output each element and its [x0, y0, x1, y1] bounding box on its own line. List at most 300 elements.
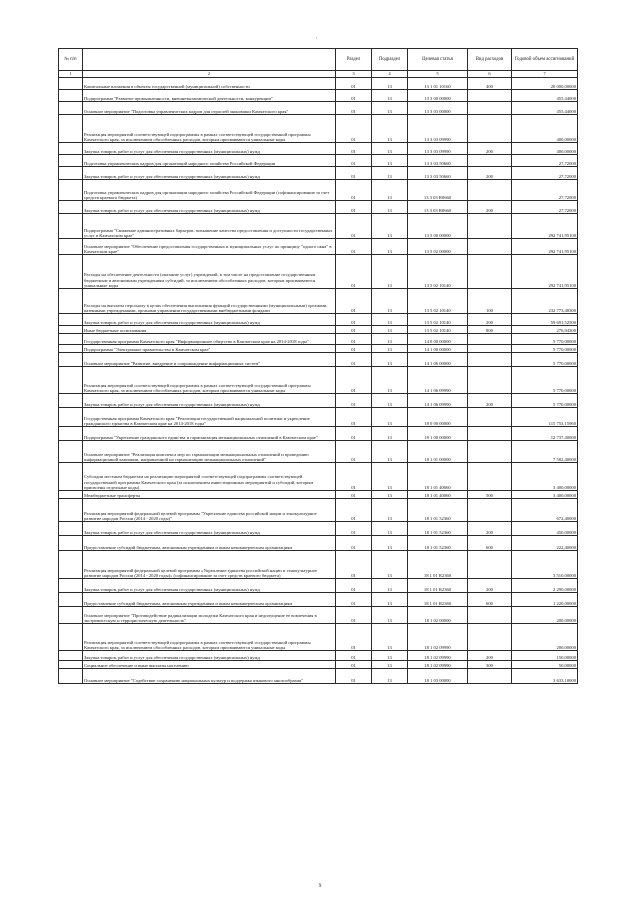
cell-num [59, 408, 83, 427]
cell-amount: 59 691,52500 [512, 314, 578, 326]
cell-type: 500 [468, 491, 512, 499]
cell-target: 14 1 06 09990 [408, 394, 468, 408]
cell-section: 01 [336, 669, 372, 684]
cell-name: Подготовка управленческих кадров для организации народного хозяйства Российской Федерации (софинансирование за счет средств краевого бюджета) [83, 180, 336, 201]
cell-subsection: 13 [372, 143, 408, 155]
table-row [59, 522, 578, 536]
cell-type: 200 [468, 201, 512, 214]
cell-num [59, 427, 83, 441]
column-number: 4 [372, 71, 408, 78]
table-row [59, 491, 578, 499]
cell-subsection: 13 [372, 661, 408, 669]
cell-section: 01 [336, 102, 372, 115]
cell-subsection: 13 [372, 334, 408, 345]
table-row [59, 651, 578, 661]
column-number: 7 [512, 71, 578, 78]
cell-section: 01 [336, 463, 372, 491]
cell-amount: 455,44000 [512, 90, 578, 102]
cell-section: 01 [336, 345, 372, 353]
cell-num [59, 441, 83, 463]
cell-name: Закупка товаров, работ и услуг для обеспечения государственных (муниципальных) нужд [83, 143, 336, 155]
cell-target: 14 0 00 00000 [408, 334, 468, 345]
cell-section: 01 [336, 239, 372, 255]
cell-subsection: 13 [372, 155, 408, 167]
cell-name: Субсидии местным бюджетам на реализацию мероприятий соответствующей подпрограммы соответствующей государственной программы Камчатского края (за исключением инвестиционных мероприятий и субсидий, которым присвоены отдельные коды) [83, 463, 336, 491]
cell-section: 01 [336, 90, 372, 102]
cell-amount: 115 753,15960 [512, 408, 578, 427]
cell-target: 13 5 02 10140 [408, 326, 468, 334]
header-row [59, 49, 578, 71]
cell-target: 13 5 02 10140 [408, 289, 468, 314]
cell-num [59, 326, 83, 334]
cell-section: 01 [336, 441, 372, 463]
cell-target: 18 1 02 09990 [408, 651, 468, 661]
table-row [59, 180, 578, 201]
cell-num [59, 115, 83, 143]
cell-amount: 50,00000 [512, 661, 578, 669]
cell-num [59, 499, 83, 522]
cell-section: 01 [336, 180, 372, 201]
cell-subsection: 13 [372, 289, 408, 314]
cell-type: 400 [468, 78, 512, 90]
cell-name: Закупка товаров, работ и услуг для обеспечения государственных (муниципальных) нужд [83, 201, 336, 214]
cell-type: 100 [468, 289, 512, 314]
cell-target: 18 1 01 40060 [408, 491, 468, 499]
col-type-header: Вид расходов [468, 49, 512, 71]
cell-type [468, 624, 512, 651]
col-amount-header: Годовой объем ассигнований [512, 49, 578, 71]
table-row [59, 102, 578, 115]
cell-subsection: 13 [372, 367, 408, 394]
cell-subsection: 13 [372, 201, 408, 214]
cell-amount: 2 290,00000 [512, 579, 578, 593]
cell-section: 01 [336, 353, 372, 367]
cell-num [59, 155, 83, 167]
cell-amount: 1 220,00000 [512, 593, 578, 607]
cell-subsection: 13 [372, 593, 408, 607]
cell-num [59, 463, 83, 491]
cell-name: Реализация мероприятий соответствующей подпрограммы в рамках соответствующей государственной программы Камчатского края, за исключением обособленных расходов, которым присваиваются уникальные коды [83, 367, 336, 394]
table-row [59, 345, 578, 353]
cell-target: 18 1 02 00000 [408, 607, 468, 624]
cell-num [59, 661, 83, 669]
cell-name: Расходы на обеспечение деятельности (оказание услуг) учреждений, в том числе на предоставление государственным бюджетным и автономным учреждениям субсидий, за исключением обособленных расходов, которым присваиваются уникальные коды [83, 255, 336, 289]
cell-type: 200 [468, 394, 512, 408]
cell-name: Подпрограмма "Укрепление гражданского единства и гармонизация межнациональных отношений в Камчатском крае" [83, 427, 336, 441]
table-row [59, 314, 578, 326]
table-row [59, 255, 578, 289]
cell-section: 01 [336, 491, 372, 499]
table-row [59, 427, 578, 441]
page-number: 9 [318, 883, 322, 889]
cell-subsection: 13 [372, 214, 408, 239]
table-row [59, 579, 578, 593]
table-row [59, 90, 578, 102]
table-row [59, 593, 578, 607]
cell-type [468, 353, 512, 367]
cell-amount: 12 737,40000 [512, 427, 578, 441]
cell-num [59, 214, 83, 239]
cell-num [59, 522, 83, 536]
cell-target: 13 5 02 00000 [408, 239, 468, 255]
col-target-header: Целевая статья [408, 49, 468, 71]
cell-subsection: 13 [372, 669, 408, 684]
cell-subsection: 13 [372, 102, 408, 115]
cell-type [468, 463, 512, 491]
cell-name: Реализация мероприятий соответствующей подпрограммы в рамках соответствующей государственной программы Камчатского края, за исключением обособленных расходов, которым присваиваются уникальные коды [83, 624, 336, 651]
cell-target: 18 1 01 R2360 [408, 551, 468, 579]
cell-subsection: 13 [372, 551, 408, 579]
table-row [59, 669, 578, 684]
cell-target: 14 1 00 00000 [408, 345, 468, 353]
cell-section: 01 [336, 579, 372, 593]
cell-name: Реализация мероприятий федеральной целевой программы «Укрепление единства российской нации и этнокультурное развитие народов России (2014 - 2020 годы)» (софинансирование за счет средств краевого бюджета) [83, 551, 336, 579]
cell-target: 18 0 00 00000 [408, 408, 468, 427]
cell-amount: 672,40000 [512, 499, 578, 522]
cell-subsection: 13 [372, 499, 408, 522]
cell-name: Подпрограмма "Снижение административных барьеров, повышение качества предоставления и доступности государственных услуг в Камчатском крае" [83, 214, 336, 239]
cell-type [468, 441, 512, 463]
cell-amount: 3 400,00000 [512, 491, 578, 499]
cell-subsection: 13 [372, 326, 408, 334]
cell-section: 01 [336, 551, 372, 579]
cell-target: 18 1 01 00000 [408, 441, 468, 463]
cell-amount: 27,72000 [512, 180, 578, 201]
cell-subsection: 13 [372, 90, 408, 102]
cell-num [59, 289, 83, 314]
col-subsection-header: Подраздел [372, 49, 408, 71]
cell-section: 01 [336, 661, 372, 669]
cell-amount: 3 510,00000 [512, 551, 578, 579]
cell-num [59, 345, 83, 353]
cell-amount: 292 741,95100 [512, 239, 578, 255]
cell-name: Предоставление субсидий бюджетным, автономным учреждениям и иным некоммерческим организациям [83, 593, 336, 607]
cell-name: Государственная программа Камчатского края "Реализация государственной национальной политики и укрепление гражданского единства в Камчатском крае на 2014-2018 годы" [83, 408, 336, 427]
cell-name: Основное мероприятие "Подготовка управленческих кадров для отраслей экономики Камчатского края" [83, 102, 336, 115]
cell-type [468, 102, 512, 115]
cell-amount: 7 582,40000 [512, 441, 578, 463]
cell-name: Реализация мероприятий соответствующей подпрограммы в рамках соответствующей государственной программы Камчатского края, за исключением обособленных расходов, которым присваиваются уникальные коды [83, 115, 336, 143]
cell-section: 01 [336, 115, 372, 143]
cell-type: 200 [468, 522, 512, 536]
cell-num [59, 669, 83, 684]
col-name-header [83, 49, 336, 71]
cell-target: 13 3 03 50660 [408, 155, 468, 167]
cell-num [59, 353, 83, 367]
cell-section: 01 [336, 427, 372, 441]
budget-table [58, 48, 578, 684]
cell-amount: 200,00000 [512, 607, 578, 624]
cell-section: 01 [336, 408, 372, 427]
cell-subsection: 13 [372, 624, 408, 651]
cell-num [59, 579, 83, 593]
cell-subsection: 13 [372, 255, 408, 289]
cell-section: 01 [336, 536, 372, 551]
cell-target: 13 3 03 09990 [408, 115, 468, 143]
table-row [59, 408, 578, 427]
cell-name: Подпрограмма "Электронное правительство в Камчатском крае" [83, 345, 336, 353]
cell-name: Капитальные вложения в объекты государственной (муниципальной) собственности [83, 78, 336, 90]
cell-num [59, 334, 83, 345]
cell-target: 13 5 02 10140 [408, 314, 468, 326]
cell-subsection: 13 [372, 167, 408, 180]
cell-section: 01 [336, 334, 372, 345]
cell-section: 01 [336, 289, 372, 314]
cell-subsection: 13 [372, 180, 408, 201]
cell-num [59, 314, 83, 326]
cell-amount: 222,40000 [512, 536, 578, 551]
cell-num [59, 90, 83, 102]
cell-type: 200 [468, 143, 512, 155]
cell-name: Закупка товаров, работ и услуг для обеспечения государственных (муниципальных) нужд [83, 394, 336, 408]
cell-type: 200 [468, 314, 512, 326]
table-row [59, 551, 578, 579]
cell-subsection: 13 [372, 441, 408, 463]
cell-name: Основное мероприятие "Содействие сохранению национальных культур и поддержка языкового многообразия" [83, 669, 336, 684]
cell-subsection: 13 [372, 345, 408, 353]
cell-section: 01 [336, 593, 372, 607]
table-row [59, 394, 578, 408]
cell-target: 18 1 01 52360 [408, 522, 468, 536]
cell-name: Социальное обеспечение и иные выплаты населению [83, 661, 336, 669]
cell-name: Иные бюджетные ассигнования [83, 326, 336, 334]
cell-num [59, 201, 83, 214]
cell-amount: 450,00000 [512, 522, 578, 536]
cell-subsection: 13 [372, 239, 408, 255]
cell-section: 01 [336, 255, 372, 289]
cell-amount: 5 770,00000 [512, 353, 578, 367]
cell-target: 18 1 01 R2360 [408, 593, 468, 607]
cell-target: 18 1 01 52360 [408, 536, 468, 551]
cell-type [468, 551, 512, 579]
cell-subsection: 13 [372, 463, 408, 491]
table-row [59, 624, 578, 651]
cell-section: 01 [336, 143, 372, 155]
cell-amount: 150,00000 [512, 651, 578, 661]
cell-section: 01 [336, 78, 372, 90]
table-row [59, 326, 578, 334]
cell-subsection: 13 [372, 522, 408, 536]
cell-subsection: 13 [372, 536, 408, 551]
cell-type [468, 669, 512, 684]
cell-type [468, 367, 512, 394]
cell-num [59, 239, 83, 255]
table-row [59, 167, 578, 180]
cell-target: 13 5 02 10140 [408, 255, 468, 289]
cell-type [468, 408, 512, 427]
cell-num [59, 367, 83, 394]
cell-type [468, 427, 512, 441]
cell-num [59, 255, 83, 289]
cell-amount: 27,72000 [512, 201, 578, 214]
table-row [59, 607, 578, 624]
cell-section: 01 [336, 155, 372, 167]
cell-name: Реализация мероприятий федеральной целевой программы "Укрепление единства российской нации и этнокультурное развитие народов России (2014 - 2020 годы)" [83, 499, 336, 522]
cell-subsection: 13 [372, 491, 408, 499]
cell-type: 600 [468, 536, 512, 551]
table-row [59, 536, 578, 551]
cell-num [59, 180, 83, 201]
table-row [59, 239, 578, 255]
cell-target: 13 3 03 R0660 [408, 201, 468, 214]
cell-amount: 232 773,48300 [512, 289, 578, 314]
table-row [59, 334, 578, 345]
cell-target: 14 1 06 00000 [408, 353, 468, 367]
cell-amount: 27,72000 [512, 155, 578, 167]
table-row [59, 78, 578, 90]
cell-target: 14 1 06 09990 [408, 367, 468, 394]
cell-target: 13 3 00 00000 [408, 90, 468, 102]
cell-amount: 292 741,95100 [512, 255, 578, 289]
cell-type: 200 [468, 579, 512, 593]
cell-num [59, 593, 83, 607]
cell-num [59, 167, 83, 180]
cell-section: 01 [336, 522, 372, 536]
cell-section: 01 [336, 499, 372, 522]
column-number-row [59, 71, 578, 78]
cell-target: 18 1 01 40060 [408, 463, 468, 491]
cell-type [468, 607, 512, 624]
cell-section: 01 [336, 214, 372, 239]
cell-section: 01 [336, 167, 372, 180]
cell-subsection: 13 [372, 651, 408, 661]
cell-section: 01 [336, 651, 372, 661]
column-number: 6 [468, 71, 512, 78]
table-row [59, 367, 578, 394]
cell-subsection: 13 [372, 607, 408, 624]
cell-amount: 400,00000 [512, 143, 578, 155]
cell-subsection: 13 [372, 353, 408, 367]
cell-subsection: 13 [372, 427, 408, 441]
table-row [59, 441, 578, 463]
column-number: 5 [408, 71, 468, 78]
cell-name: Закупка товаров, работ и услуг для обеспечения государственных (муниципальных) нужд [83, 651, 336, 661]
cell-num [59, 624, 83, 651]
cell-target: 18 1 00 00000 [408, 427, 468, 441]
cell-type: 300 [468, 661, 512, 669]
table-body [59, 78, 578, 684]
cell-type: 200 [468, 651, 512, 661]
cell-subsection: 13 [372, 579, 408, 593]
cell-amount: 20 000,00000 [512, 78, 578, 90]
cell-num [59, 78, 83, 90]
cell-amount: 5 770,00000 [512, 394, 578, 408]
table-row [59, 463, 578, 491]
cell-num [59, 491, 83, 499]
table-row [59, 214, 578, 239]
cell-subsection: 13 [372, 115, 408, 143]
cell-target: 18 1 01 52360 [408, 499, 468, 522]
table-row [59, 143, 578, 155]
cell-name: Основное мероприятие "Противодействие радикализации молодежи Камчатского края и недопущение ее вовлечения в экстремистскую и террористическую деятельность" [83, 607, 336, 624]
cell-target: 18 1 03 00000 [408, 669, 468, 684]
cell-type [468, 214, 512, 239]
cell-subsection: 13 [372, 314, 408, 326]
cell-amount: 455,44000 [512, 102, 578, 115]
cell-target: 13 3 03 R0660 [408, 180, 468, 201]
cell-name: Закупка товаров, работ и услуг для обеспечения государственных (муниципальных) нужд [83, 167, 336, 180]
cell-type [468, 155, 512, 167]
cell-num [59, 102, 83, 115]
cell-amount: 3 633,10000 [512, 669, 578, 684]
cell-target: 13 5 00 00000 [408, 214, 468, 239]
cell-type [468, 115, 512, 143]
cell-target: 13 1 01 10160 [408, 78, 468, 90]
cell-target: 18 1 02 09990 [408, 624, 468, 651]
cell-type [468, 90, 512, 102]
column-number: 1 [59, 71, 83, 78]
cell-name: Подпрограмма "Развитие промышленности, внешнеэкономической деятельности, конкуренции" [83, 90, 336, 102]
cell-subsection: 13 [372, 408, 408, 427]
cell-amount: 3 400,00000 [512, 463, 578, 491]
cell-name: Подготовка управленческих кадров для организаций народного хозяйства Российской Федерации [83, 155, 336, 167]
cell-target: 13 3 03 00000 [408, 102, 468, 115]
table-row [59, 499, 578, 522]
cell-amount: 27,72000 [512, 167, 578, 180]
cell-type: 800 [468, 326, 512, 334]
cell-amount: 292 741,95100 [512, 214, 578, 239]
table-row [59, 353, 578, 367]
cell-section: 01 [336, 314, 372, 326]
cell-target: 13 3 03 50660 [408, 167, 468, 180]
cell-section: 01 [336, 624, 372, 651]
cell-type [468, 334, 512, 345]
table-row [59, 661, 578, 669]
cell-type [468, 239, 512, 255]
cell-section: 01 [336, 607, 372, 624]
cell-name: Закупка товаров, работ и услуг для обеспечения государственных (муниципальных) нужд [83, 314, 336, 326]
cell-num [59, 143, 83, 155]
cell-type [468, 255, 512, 289]
cell-target: 18 1 02 09990 [408, 661, 468, 669]
cell-type [468, 180, 512, 201]
cell-subsection: 13 [372, 394, 408, 408]
cell-amount: 5 770,00000 [512, 367, 578, 394]
cell-amount: 5 770,00000 [512, 334, 578, 345]
cell-amount: 5 770,00000 [512, 345, 578, 353]
cell-subsection: 13 [372, 78, 408, 90]
table-row [59, 155, 578, 167]
cell-amount: 276,94300 [512, 326, 578, 334]
cell-section: 01 [336, 201, 372, 214]
cell-section: 01 [336, 367, 372, 394]
cell-name: Основное мероприятие "Обеспечение предоставления государственных и муниципальных услуг по принципу "одного окна" в Камчатском крае" [83, 239, 336, 255]
cell-type [468, 345, 512, 353]
col-num-header: № п/п [59, 49, 83, 71]
cell-name: Закупка товаров, работ и услуг для обеспечения государственных (муниципальных) нужд [83, 579, 336, 593]
table-row [59, 201, 578, 214]
cell-type [468, 499, 512, 522]
cell-type: 200 [468, 167, 512, 180]
cell-num [59, 536, 83, 551]
cell-name: Предоставление субсидий бюджетным, автономным учреждениям и иным некоммерческим организациям [83, 536, 336, 551]
cell-type: 600 [468, 593, 512, 607]
cell-name: Межбюджетные трансферты [83, 491, 336, 499]
cell-section: 01 [336, 394, 372, 408]
cell-name: Расходы на выплаты персоналу в целях обеспечения выполнения функций государственными (муниципальными) органами, казенными учреждениями, органами управления государственными внебюджетными фондами [83, 289, 336, 314]
cell-num [59, 651, 83, 661]
cell-name: Государственная программа Камчатского края "Информационное общество в Камчатском крае на 2014-2018 годы" [83, 334, 336, 345]
cell-name: Закупка товаров, работ и услуг для обеспечения государственных (муниципальных) нужд [83, 522, 336, 536]
col-section-header: Раздел [336, 49, 372, 71]
table-row [59, 115, 578, 143]
cell-num [59, 607, 83, 624]
table-row [59, 289, 578, 314]
cell-amount: 200,00000 [512, 624, 578, 651]
cell-amount: 400,00000 [512, 115, 578, 143]
cell-section: 01 [336, 326, 372, 334]
cell-name: Основное мероприятие "Реализация комплекса мер по гармонизации межнациональных отношений и проведению информационной кампании, направленной на гармонизацию межнациональных отношений" [83, 441, 336, 463]
